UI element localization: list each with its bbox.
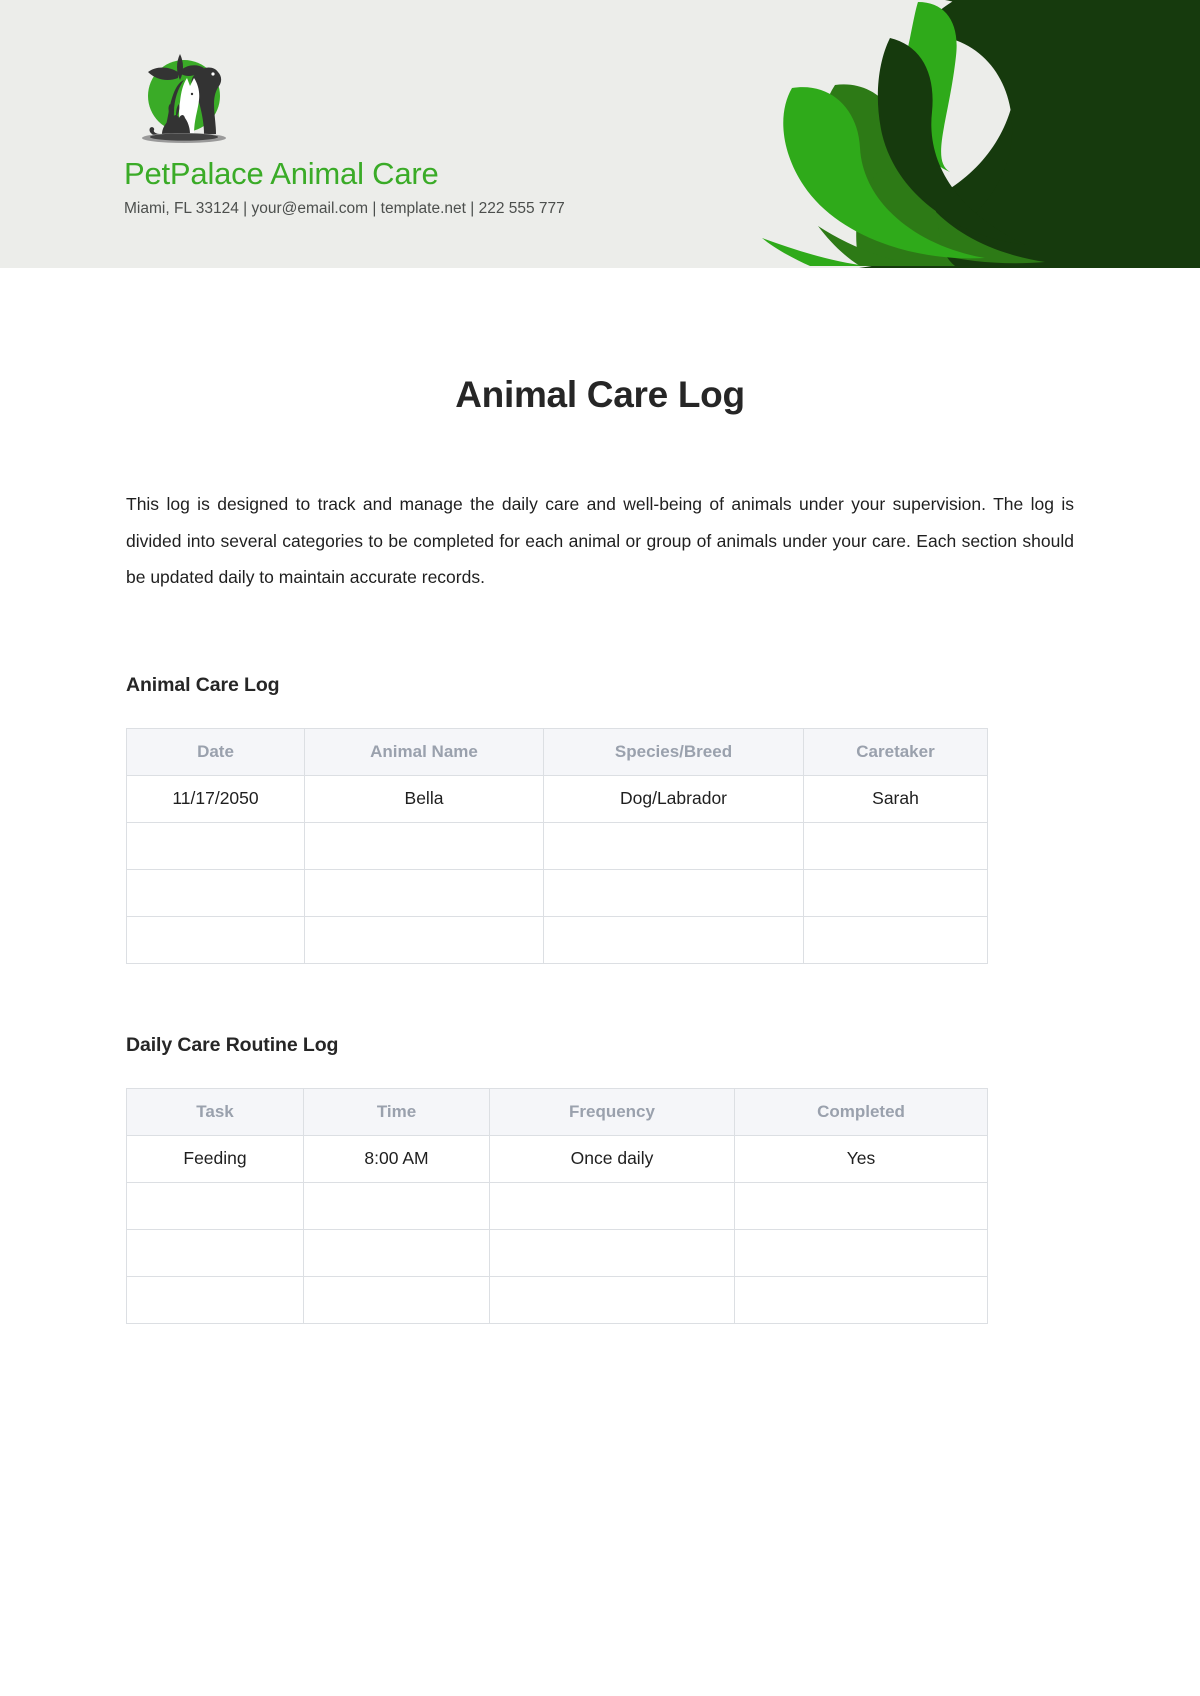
cell-caretaker[interactable]: Sarah [804, 775, 988, 822]
cell-time[interactable] [304, 1229, 490, 1276]
cell-species-breed[interactable] [544, 916, 804, 963]
cell-time[interactable] [304, 1276, 490, 1323]
section-animal-care-log [126, 596, 1074, 964]
column-header-species-breed: Species/Breed [544, 728, 804, 775]
cell-caretaker[interactable] [804, 869, 988, 916]
table-row [127, 775, 988, 822]
cell-date[interactable] [127, 916, 305, 963]
daily-care-routine-log-table [126, 1088, 988, 1324]
cell-task[interactable] [127, 1229, 304, 1276]
document-body [0, 268, 1200, 1324]
table-header-row [127, 1088, 988, 1135]
intro-paragraph: This log is designed to track and manage the daily care and well-being of animals under your supervision. The log is divided into several categories to be completed for each animal or group of animals under your care. Each section should be updated daily to maintain accurate records. [126, 494, 1074, 587]
cell-time[interactable]: 8:00 AM [304, 1135, 490, 1182]
cell-task[interactable] [127, 1182, 304, 1229]
column-header-date: Date [127, 728, 305, 775]
section-heading: Animal Care Log [126, 673, 280, 696]
cell-task[interactable] [127, 1276, 304, 1323]
document-header [0, 0, 1200, 268]
cell-completed[interactable] [735, 1229, 988, 1276]
cell-frequency[interactable] [490, 1182, 735, 1229]
page-title: Animal Care Log [455, 374, 745, 415]
cell-frequency[interactable] [490, 1229, 735, 1276]
cell-date[interactable] [127, 822, 305, 869]
table-row [127, 822, 988, 869]
table-header-row [127, 728, 988, 775]
section-daily-care-routine-log [126, 964, 1074, 1324]
column-header-completed: Completed [735, 1088, 988, 1135]
table-row [127, 1229, 988, 1276]
cell-task[interactable]: Feeding [127, 1135, 304, 1182]
column-header-frequency: Frequency [490, 1088, 735, 1135]
table-row [127, 1182, 988, 1229]
cell-species-breed[interactable] [544, 822, 804, 869]
cell-animal-name[interactable] [305, 869, 544, 916]
column-header-caretaker: Caretaker [804, 728, 988, 775]
cell-species-breed[interactable]: Dog/Labrador [544, 775, 804, 822]
cell-species-breed[interactable] [544, 869, 804, 916]
cell-frequency[interactable]: Once daily [490, 1135, 735, 1182]
animal-care-log-table [126, 728, 988, 964]
brand-name: PetPalace Animal Care [124, 156, 439, 191]
cell-completed[interactable]: Yes [735, 1135, 988, 1182]
table-row [127, 1276, 988, 1323]
pet-trio-logo-icon [124, 52, 242, 148]
cell-date[interactable]: 11/17/2050 [127, 775, 305, 822]
cell-date[interactable] [127, 869, 305, 916]
column-header-task: Task [127, 1088, 304, 1135]
cell-caretaker[interactable] [804, 822, 988, 869]
table-row [127, 869, 988, 916]
cell-time[interactable] [304, 1182, 490, 1229]
green-leaf-swoosh-decoration-icon [740, 0, 1200, 268]
cell-animal-name[interactable]: Bella [305, 775, 544, 822]
table-row [127, 916, 988, 963]
cell-completed[interactable] [735, 1276, 988, 1323]
cell-animal-name[interactable] [305, 822, 544, 869]
cell-caretaker[interactable] [804, 916, 988, 963]
cell-frequency[interactable] [490, 1276, 735, 1323]
column-header-time: Time [304, 1088, 490, 1135]
cell-completed[interactable] [735, 1182, 988, 1229]
section-heading: Daily Care Routine Log [126, 1033, 339, 1056]
table-row [127, 1135, 988, 1182]
brand-contact-line: Miami, FL 33124 | your@email.com | template.net | 222 555 777 [124, 199, 565, 217]
column-header-animal-name: Animal Name [305, 728, 544, 775]
cell-animal-name[interactable] [305, 916, 544, 963]
brand-block [124, 52, 684, 218]
